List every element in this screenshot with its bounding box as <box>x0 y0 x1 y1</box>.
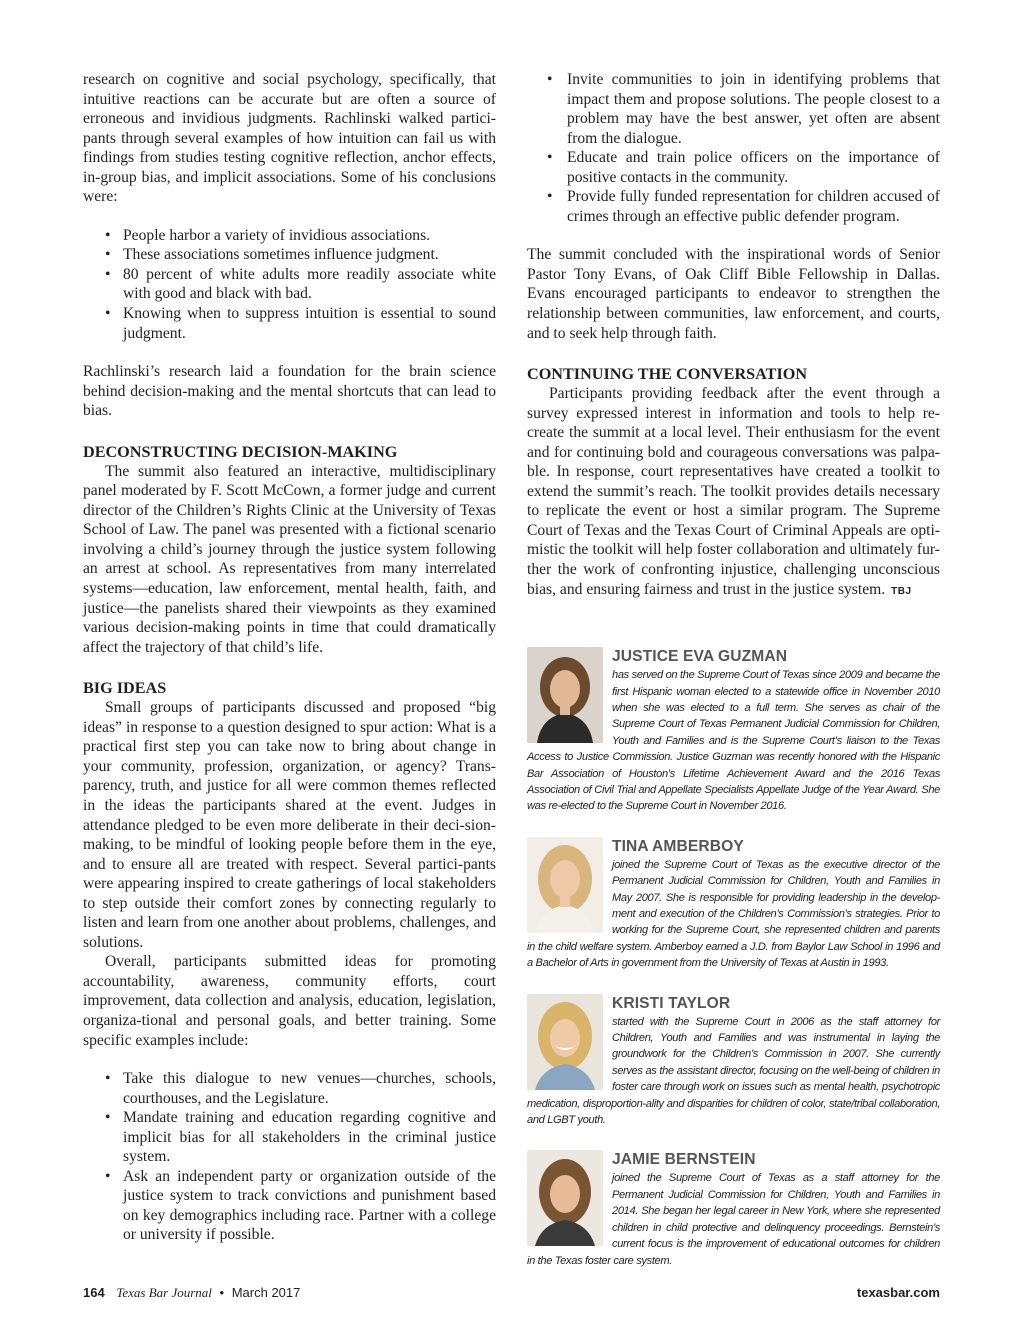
summit-concluded-paragraph: The summit concluded with the inspirational words of Senior Pastor Tony Evans, of Oak Cliff Bible Fellowship in Dallas. Evans encouraged participants to endeavor to strengthen the relationship between communities, law enforcement, and courts, and to seek help through faith. <box>527 246 940 342</box>
bullet-icon: • <box>105 305 111 323</box>
bio-kristi-taylor <box>527 994 940 1129</box>
bio-text: started with the Supreme Court in 2006 as the staff attorney for Children, Youth and Families and was instrumental in laying the groundwork for the Children’s Commission in 2007. She currently serves as the assistant director, focusing on the well-being of children in foster care through work on issues such as mental health, psychotropic medication, disproportion-ality and disparities for children of color, state/tribal collaboration, and LGBT youth. <box>527 1015 940 1127</box>
list-item: • Take this dialogue to new venues—churches, schools, courthouses, and the Legislature. <box>105 1070 496 1107</box>
portrait-image <box>527 647 603 743</box>
list-item: • Provide fully funded representation for children accused of crimes through an effective public defender program. <box>547 188 940 225</box>
right-column <box>527 70 940 1269</box>
bio-tina-amberboy <box>527 837 940 972</box>
bio-text: joined the Supreme Court of Texas as a staff attorney for the Permanent Judicial Commission for Children, Youth and Families in 2014. She began her legal career in New York, where she represented children in child protective and delinquency proceedings. Bernstein’s current focus is the improvement of educational outcomes for children in the Texas foster care system. <box>527 1172 940 1267</box>
bio-name: KRISTI TAYLOR <box>612 994 731 1012</box>
list-item: • Mandate training and education regarding cognitive and implicit bias for all stakeholders in the criminal justice system. <box>105 1109 496 1166</box>
list-item: • Educate and train police officers on the importance of positive contacts in the community. <box>547 149 940 186</box>
examples-list <box>83 1069 496 1245</box>
portrait-image <box>527 837 603 933</box>
bio-text: joined the Supreme Court of Texas as the executive director of the Permanent Judicial Commission for Children, Youth and Families in May 2007. She is responsible for providing leadership in the develop-ment and execution of the Children’s Commission’s strategies. Prior to working for the Supreme Court, she represented children and parents in the child welfare system. Amberboy earned a J.D. from Baylor Law School in 1996 and a Bachelor of Arts in government from the University of Texas at Austin in 1993. <box>527 858 940 970</box>
portrait-photo-guzman <box>527 647 603 743</box>
list-item: • These associations sometimes influence judgment. <box>105 246 439 264</box>
section-heading-continuing: CONTINUING THE CONVERSATION <box>527 365 808 384</box>
journal-title: Texas Bar Journal <box>116 1285 212 1300</box>
list-item: • 80 percent of white adults more readily associate white with good and black with bad. <box>105 265 496 303</box>
deconstructing-paragraph: The summit also featured an interactive, multidisciplinary panel moderated by F. Scott McCown, a former judge and current director of the Children’s Rights Clinic at the University of Texas School of Law. The panel was presented with a fictional scenario involving a child’s journey through the justice system following an arrest at school. As representatives from many interrelated systems—education, law enforcement, mental health, faith, and justice—the panelists shared their viewpoints as they examined various decision-making points in time that could dramatically affect the trajectory of that child’s life. <box>83 462 496 656</box>
bullet-icon: • <box>105 1109 111 1127</box>
right-text <box>527 70 940 601</box>
list-item: • People harbor a variety of invidious associations. <box>105 226 431 244</box>
page-footer-left <box>83 1285 300 1301</box>
big-ideas-paragraph-1: Small groups of participants discussed and proposed “big ideas” in response to a question designed to spur action: What is a practical first step you can take now to bring about change in your community, profession, organization, or agency? Trans-parency, truth, and justice for all were common themes reflected in the ideas the participants shared at the event. Judges in attendance pledged to be even more deliberate in their deci-sion-making, to be mindful of looking people before them in the eye, and to ensure all are treated with respect. Several partici-pants were appearing inspired to create gatherings of local stakeholders to step outside their comfort zones by connecting regularly to listen and learn from one another about problems, challenges, and solutions. <box>83 699 496 951</box>
page-number: 164 <box>83 1285 105 1300</box>
bullet-icon: • <box>105 265 111 283</box>
portrait-photo-bernstein <box>527 1150 603 1246</box>
bullet-icon: • <box>105 246 111 264</box>
portrait-image <box>527 994 603 1090</box>
list-item: • Knowing when to suppress intuition is essential to sound judgment. <box>105 305 496 342</box>
bio-text: has served on the Supreme Court of Texas since 2009 and became the first Hispanic woman elected to a statewide office in November 2010 when she was elected to a full term. She serves as chair of the Supreme Court of Texas Permanent Judicial Commission for Children, Youth and Families and is the Supreme Court’s liaison to the Texas Access to Justice Commission. Justice Guzman was recently honored with the Hispanic Bar Association of Houston’s Lifetime Achievement Award and the 2016 Texas Association of Civil Trial and Appellate Specialists Appellate Judge of the Year Award. She was re-elected to the Supreme Court in November 2016. <box>527 669 940 813</box>
intro-paragraph: research on cognitive and social psychology, specifically, that intuitive reactions can be accurate but are often a source of erroneous and invidious judgments. Rachlinski walked partici-pants through several examples of how intuition can fail us with findings from studies testing cognitive reflection, anchor effects, in-group bias, and implicit associations. Some of his conclusions were: <box>83 71 496 206</box>
bullet-icon: • <box>105 226 111 244</box>
footer-separator: • <box>219 1285 225 1300</box>
examples-list-continued <box>527 70 940 226</box>
bullet-icon: • <box>547 71 553 88</box>
bullet-icon: • <box>105 1070 111 1088</box>
tbj-end-mark: TBJ <box>891 585 912 597</box>
left-column <box>83 70 496 1245</box>
bio-name: TINA AMBERBOY <box>612 837 744 855</box>
portrait-image <box>527 1150 603 1246</box>
bio-jamie-bernstein <box>527 1150 940 1268</box>
bio-name: JUSTICE EVA GUZMAN <box>612 648 788 666</box>
bio-name: JAMIE BERNSTEIN <box>612 1151 756 1169</box>
bullet-icon: • <box>547 188 553 206</box>
author-bios <box>527 647 940 1269</box>
site-link[interactable]: texasbar.com <box>856 1285 940 1300</box>
issue-date: March 2017 <box>231 1285 301 1300</box>
list-item: • Invite communities to join in identifying problems that impact them and propose solutions. The people closest to a problem may have the best answer, yet often are absent from the dialogue. <box>547 71 940 147</box>
foundation-paragraph: Rachlinski’s research laid a foundation for the brain science behind decision-making and the mental shortcuts that can lead to bias. <box>83 363 496 420</box>
list-item: • Ask an independent party or organization outside of the justice system to track convictions and punishment based on key demographics including race. Partner with a college or university if possible. <box>105 1167 496 1244</box>
continuing-paragraph: Participants providing feedback after the event through a survey expressed interest in information and tools to help re-create the summit at a local level. Their enthusiasm for the event and for continuing bold and courageous conversations was palpa-ble. In response, court representatives have created a toolkit to extend the summit’s reach. The toolkit provides details necessary to replicate the event or host a similar program. The Supreme Court of Texas and the Texas Court of Criminal Appeals are opti-mistic the toolkit will help foster collaboration and ultimately fur-ther the work of confronting injustice, challenging unconscious bias, and ensuring fairness and trust in the justice system. TBJ <box>527 385 940 598</box>
bullet-icon: • <box>547 149 553 167</box>
section-heading-deconstructing: DECONSTRUCTING DECISION-MAKING <box>83 442 398 461</box>
portrait-photo-taylor <box>527 994 603 1090</box>
portrait-photo-amberboy <box>527 837 603 933</box>
conclusions-list <box>83 226 496 343</box>
bullet-icon: • <box>105 1167 111 1185</box>
big-ideas-paragraph-2: Overall, participants submitted ideas for promoting accountability, awareness, community efforts, court improvement, data collection and analysis, education, legislation, organiza-tional and personal goals, and better training. Some specific examples include: <box>83 953 496 1049</box>
section-heading-big-ideas: BIG IDEAS <box>83 679 167 698</box>
bio-eva-guzman <box>527 647 940 815</box>
